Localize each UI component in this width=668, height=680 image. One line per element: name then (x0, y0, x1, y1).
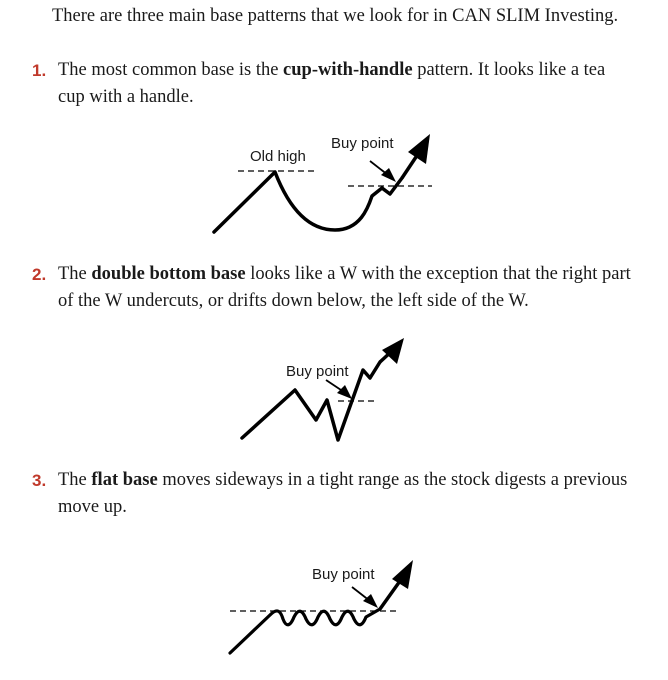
list-number: 3. (32, 471, 47, 490)
item-text-bold: double bottom base (91, 264, 246, 284)
list-item-flat-base (32, 467, 632, 521)
pointer-arrowhead-icon (381, 168, 396, 182)
list-item-cup-with-handle (32, 57, 632, 111)
item-text-bold: cup-with-handle (283, 60, 413, 80)
item-text-before: The (58, 470, 92, 490)
buy-point-label: Buy point (312, 566, 375, 583)
price-trend-arrow-shaft (402, 154, 418, 178)
item-text-before: The most common base is the (58, 60, 284, 80)
list-item-double-bottom (32, 261, 632, 315)
cup-with-handle-diagram (200, 128, 450, 240)
pointer-arrowhead-icon (363, 594, 378, 608)
item-text-after: looks like a W with the exception that the right part of the W undercuts, or drifts down below, the left side of the W. (58, 264, 631, 311)
buy-point-label: Buy point (286, 363, 349, 380)
double-bottom-diagram (230, 330, 420, 445)
item-text-bold: flat base (91, 470, 158, 490)
item-text-before: The (58, 264, 92, 284)
buy-point-label: Buy point (331, 135, 394, 152)
price-line (230, 609, 380, 653)
old-high-label: Old high (250, 148, 306, 165)
price-line (214, 172, 402, 232)
intro-paragraph: There are three main base patterns that we look for in CAN SLIM Investing. (52, 6, 619, 26)
item-text-after: moves sideways in a tight range as the stock digests a previous move up. (58, 470, 628, 517)
list-number: 2. (32, 265, 47, 284)
up-arrow-icon (392, 560, 413, 589)
up-arrow-icon (382, 338, 404, 364)
item-text-after: pattern. It looks like a tea cup with a handle. (58, 60, 606, 107)
price-trend-arrow-shaft (380, 581, 400, 609)
list-number: 1. (32, 61, 47, 80)
pointer-arrowhead-icon (337, 385, 352, 399)
up-arrow-icon (408, 134, 430, 164)
flat-base-diagram (220, 553, 430, 658)
